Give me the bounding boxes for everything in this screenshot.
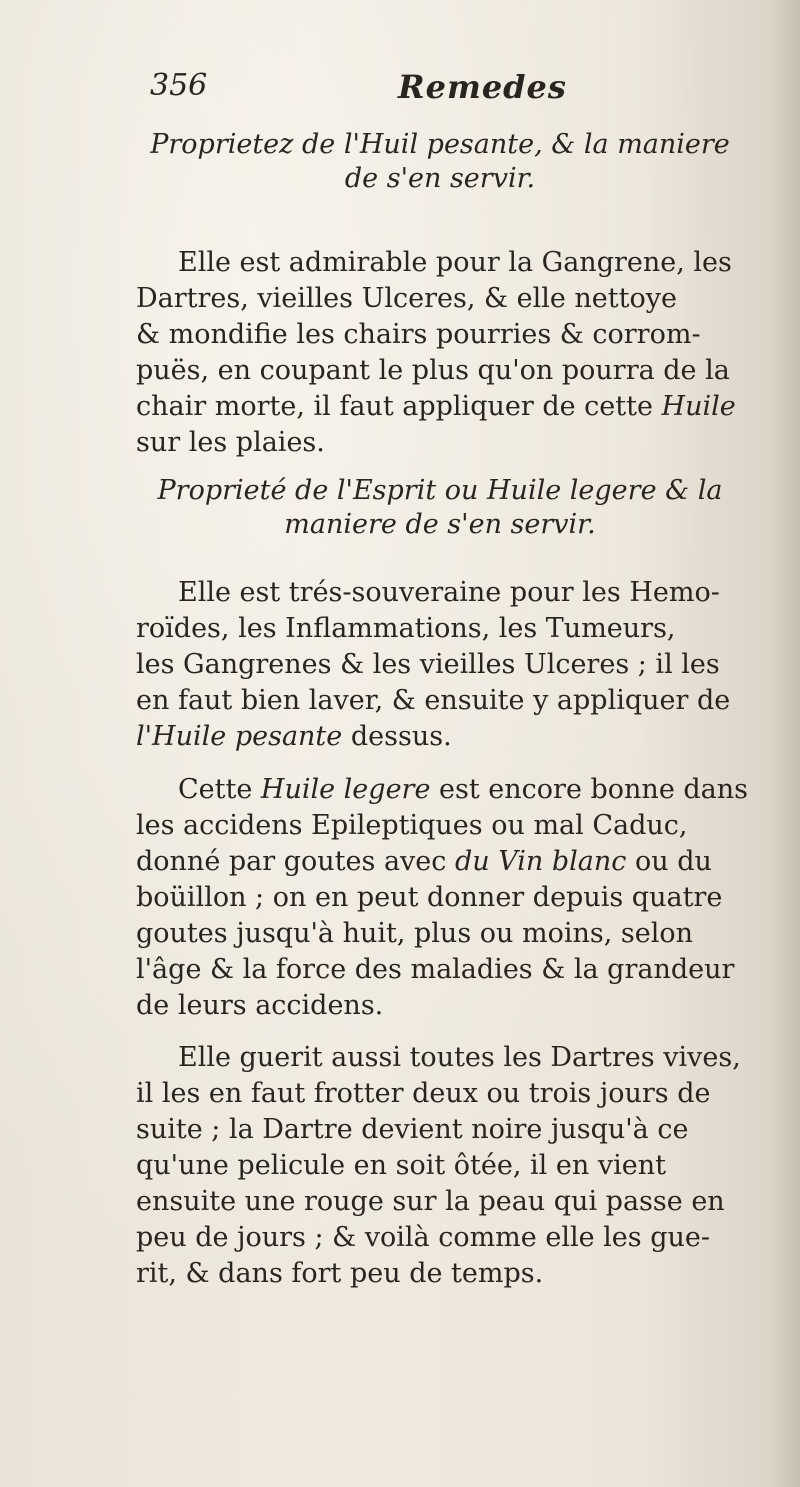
- text-line: de leurs accidens.: [136, 990, 384, 1021]
- paragraph-huile-legere: [136, 575, 756, 755]
- text-line: Elle est admirable pour la Gangrene, les: [178, 247, 732, 278]
- text-line: [136, 844, 756, 880]
- heading-line: Proprietez de l'Huil pesante, & la maniere: [150, 129, 730, 160]
- text-line: Dartres, vieilles Ulceres, & elle nettoye: [136, 283, 677, 314]
- text-line: roïdes, les Inflammations, les Tumeurs,: [136, 613, 676, 644]
- heading-line: Proprieté de l'Esprit ou Huile legere & la: [157, 475, 723, 506]
- text-line: en faut bien laver, & ensuite y appliquer de: [136, 685, 731, 716]
- text-line: [136, 719, 756, 755]
- text-line: rit, & dans fort peu de temps.: [136, 1258, 544, 1289]
- page-header: [150, 68, 710, 108]
- heading-line: maniere de s'en servir.: [284, 509, 596, 540]
- paragraph-epileptiques: [136, 772, 756, 1024]
- text-line: suite ; la Dartre devient noire jusqu'à ce: [136, 1114, 689, 1145]
- paragraph-dartres: [136, 1040, 756, 1292]
- text-line: Elle est trés-souveraine pour les Hemo-: [178, 577, 720, 608]
- text-fragment: chair morte, il faut appliquer de cette: [136, 391, 662, 422]
- section-heading-huile-legere: [140, 474, 740, 542]
- text-fragment: ou du: [626, 846, 712, 877]
- text-line: [136, 772, 756, 808]
- text-line: sur les plaies.: [136, 427, 325, 458]
- italic-term: Huile legere: [260, 774, 431, 805]
- text-line: il les en faut frotter deux ou trois jours de: [136, 1078, 711, 1109]
- text-line: [136, 389, 756, 425]
- text-fragment: dessus.: [342, 721, 452, 752]
- page-edge-shadow: [770, 0, 800, 1487]
- text-line: ensuite une rouge sur la peau qui passe en: [136, 1186, 725, 1217]
- text-fragment: Cette: [178, 774, 261, 805]
- text-line: goutes jusqu'à huit, plus ou moins, selon: [136, 918, 694, 949]
- italic-term: du Vin blanc: [454, 846, 627, 877]
- text-line: les Gangrenes & les vieilles Ulceres ; il les: [136, 649, 720, 680]
- heading-line: de s'en servir.: [344, 163, 536, 194]
- running-head: Remedes: [398, 68, 567, 106]
- page-number: 356: [150, 68, 208, 103]
- italic-term: Huile: [661, 391, 736, 422]
- text-line: puës, en coupant le plus qu'on pourra de la: [136, 355, 730, 386]
- text-line: peu de jours ; & voilà comme elle les gue-: [136, 1222, 710, 1253]
- text-line: & mondifie les chairs pourries & corrom-: [136, 319, 701, 350]
- text-line: qu'une pelicule en soit ôtée, il en vient: [136, 1150, 666, 1181]
- text-line: l'âge & la force des maladies & la grandeur: [136, 954, 735, 985]
- paragraph-huile-pesante: [136, 245, 756, 461]
- section-heading-huile-pesante: [140, 128, 740, 196]
- text-fragment: est encore bonne dans: [430, 774, 749, 805]
- italic-term: l'Huile pesante: [136, 721, 343, 752]
- text-line: les accidens Epileptiques ou mal Caduc,: [136, 810, 688, 841]
- text-line: Elle guerit aussi toutes les Dartres vives,: [178, 1042, 741, 1073]
- text-fragment: donné par goutes avec: [136, 846, 455, 877]
- text-line: boüillon ; on en peut donner depuis quatre: [136, 882, 723, 913]
